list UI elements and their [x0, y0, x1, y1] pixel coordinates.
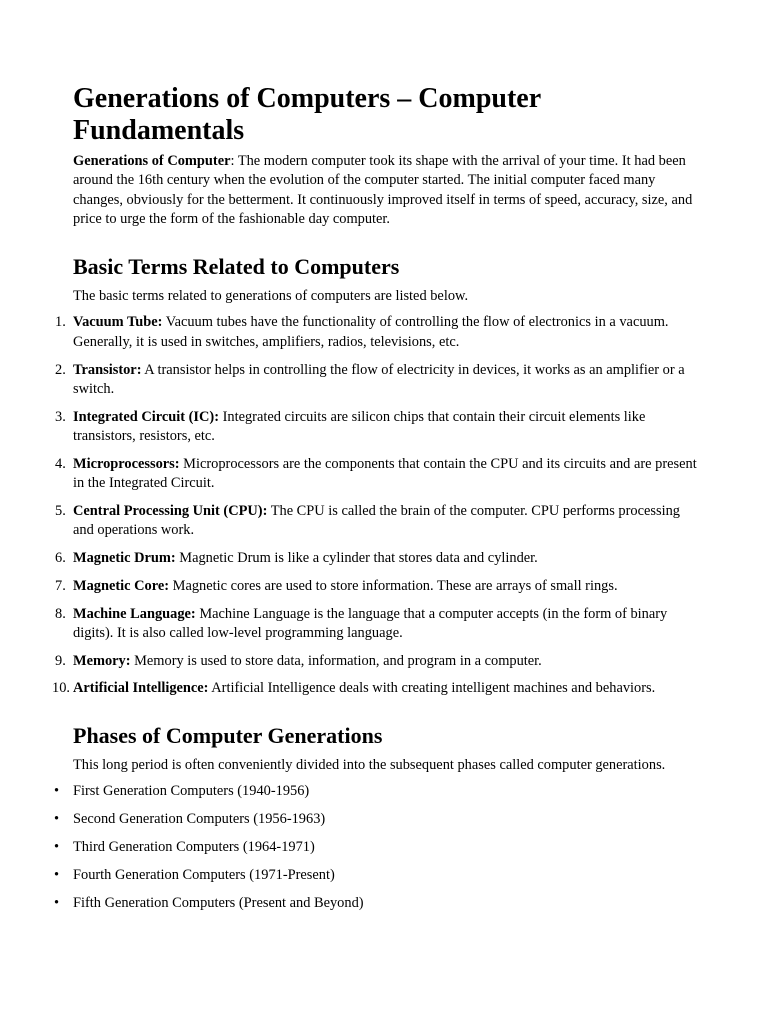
term-label: Integrated Circuit (IC):	[73, 408, 220, 425]
term-label: Machine Language:	[73, 605, 196, 622]
phases-list	[54, 782, 698, 913]
list-item	[54, 866, 698, 885]
term-label: Magnetic Drum:	[73, 549, 176, 566]
list-number: 6.	[55, 549, 66, 566]
term-label: Vacuum Tube:	[73, 314, 163, 331]
list-item	[54, 782, 698, 801]
basic-terms-lead: The basic terms related to generations of computers are listed below.	[73, 288, 469, 305]
page-title: Generations of Computers – Computer Fundamentals	[73, 83, 541, 146]
intro-text: : The modern computer took its shape with the arrival of your time. It had been around the 16th century when the evolution of the computer started. The initial computer faced many changes, obviously for the betterment. It continuously improved itself in terms of speed, accuracy, size, and price to urge the form of the fashionable day computer.	[73, 153, 693, 227]
phase-label: First Generation Computers (1940-1956)	[73, 783, 310, 800]
list-number: 7.	[55, 577, 66, 594]
list-item	[55, 361, 698, 400]
term-description: A transistor helps in controlling the flow of electricity in devices, it works as an amplifier or a switch.	[73, 361, 685, 397]
term-description: Magnetic Drum is like a cylinder that stores data and cylinder.	[175, 549, 538, 566]
section-heading-basic-terms: Basic Terms Related to Computers	[73, 254, 400, 280]
list-number: 5.	[55, 502, 66, 519]
bullet-icon: •	[54, 783, 60, 800]
term-description: Memory is used to store data, information, and program in a computer.	[130, 652, 542, 669]
list-number: 8.	[55, 605, 66, 622]
list-number: 4.	[55, 455, 66, 472]
list-item	[54, 838, 698, 857]
section-heading-phases: Phases of Computer Generations	[73, 722, 383, 748]
list-number: 1.	[55, 314, 66, 331]
list-item	[55, 605, 698, 644]
list-item	[54, 810, 698, 829]
term-label: Memory:	[73, 652, 131, 669]
list-item	[55, 549, 698, 568]
intro-bold-term: Generations of Computer	[73, 153, 231, 169]
list-item	[55, 455, 698, 494]
bullet-icon: •	[54, 866, 60, 883]
term-label: Central Processing Unit (CPU):	[73, 502, 268, 519]
list-item	[55, 577, 698, 596]
list-number: 9.	[55, 652, 66, 669]
bullet-icon: •	[54, 838, 60, 855]
list-number: 2.	[55, 361, 66, 378]
term-description: Vacuum tubes have the functionality of controlling the flow of electronics in a vacuum. Generally, it is used in switches, amplifiers, radios, televisions, etc.	[73, 314, 669, 350]
term-description: Machine Language is the language that a computer accepts (in the form of binary digits). It is also called low-level programming language.	[73, 605, 668, 641]
term-description: Artificial Intelligence deals with creating intelligent machines and behaviors.	[208, 680, 656, 697]
phases-lead: This long period is often conveniently divided into the subsequent phases called computer generations.	[73, 756, 666, 773]
list-item	[55, 313, 698, 352]
bullet-icon: •	[54, 894, 60, 911]
list-item	[55, 408, 698, 447]
term-description: The CPU is called the brain of the computer. CPU performs processing and operations work.	[73, 502, 680, 539]
term-label: Transistor:	[73, 361, 142, 378]
phase-label: Fifth Generation Computers (Present and Beyond)	[73, 894, 364, 911]
list-item	[55, 502, 698, 541]
term-description: Microprocessors are the components that contain the CPU and its circuits and are present in the Integrated Circuit.	[73, 455, 697, 492]
term-label: Magnetic Core:	[73, 577, 170, 594]
phase-label: Fourth Generation Computers (1971-Present)	[73, 866, 335, 883]
list-item	[54, 894, 698, 913]
list-item	[52, 679, 698, 698]
term-description: Integrated circuits are silicon chips that contain their circuit elements like transistors, resistors, etc.	[73, 408, 646, 444]
phase-label: Third Generation Computers (1964-1971)	[73, 838, 315, 855]
bullet-icon: •	[54, 810, 60, 827]
list-number: 10.	[52, 680, 70, 697]
basic-terms-list	[52, 313, 698, 698]
term-label: Microprocessors:	[73, 455, 180, 472]
term-label: Artificial Intelligence:	[73, 680, 209, 697]
intro-paragraph	[73, 152, 698, 229]
phase-label: Second Generation Computers (1956-1963)	[73, 810, 326, 827]
list-item	[55, 652, 698, 671]
list-number: 3.	[55, 408, 66, 425]
term-description: Magnetic cores are used to store information. These are arrays of small rings.	[169, 577, 618, 594]
